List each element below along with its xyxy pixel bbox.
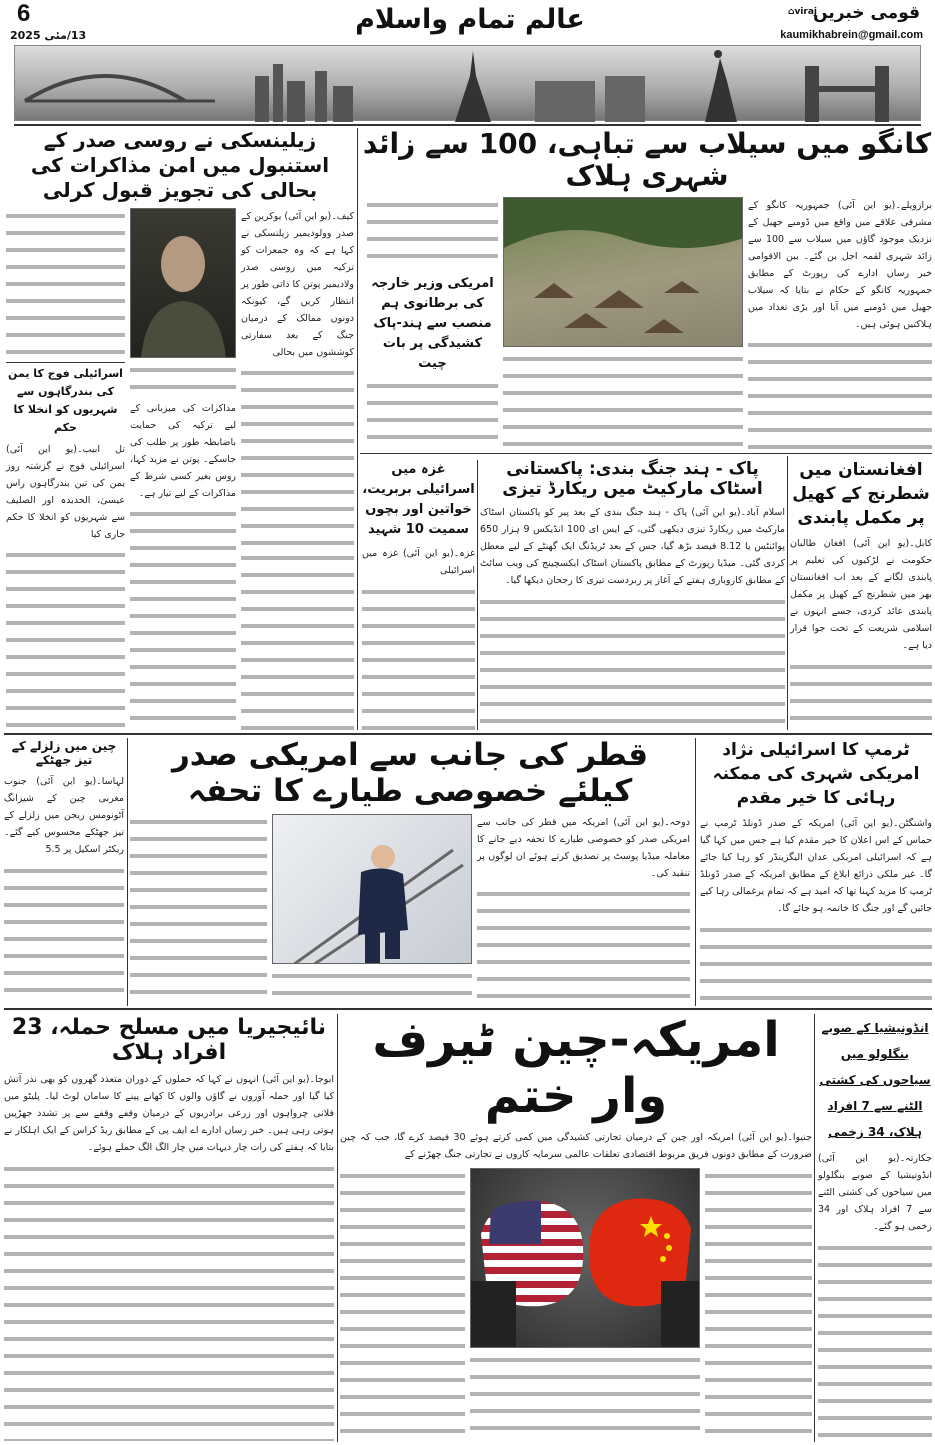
indonesia-story	[818, 1015, 932, 1441]
congo-flood-photo	[503, 197, 743, 347]
congo-headline: کانگو میں سیلاب سے تباہی، 100 سے زائد شہری ہلاک	[362, 127, 932, 193]
qatar-story	[130, 738, 690, 1005]
us-china-story	[340, 1012, 812, 1441]
congo-text	[748, 337, 932, 450]
israel-yemen-lead: تل ابیب۔(یو این آئی) اسرائیلی فوج نے گزشتہ روز یمن کی تین بندرگاہوں راس عیسیٰ، الحدیدہ اور الصلیف سے شہریوں کو انخلا کا حکم جاری کیا	[6, 444, 125, 540]
china-quake-lead: لہاسا۔(یو این آئی) جنوب مغربی چین کے شیزانگ آٹونومس ریجن میں زلزلے کے تیز جھٹکے محسوس کیے گئے۔ ریکٹر اسکیل پر 5.5	[4, 775, 124, 855]
qatar-headline: قطر کی جانب سے امریکی صدر کیلئے خصوصی طیارے کا تحفہ	[171, 737, 649, 809]
indonesia-headline: انڈونیشیا کے صوبے بنگلولو میں سیاحوں کی کشتی الٹنے سے 7 افراد ہلاک، 34 زخمی	[819, 1021, 931, 1139]
us-uk-headline: امریکی وزیر خارجہ کی برطانوی ہم منصب سے ہند-پاک کشیدگی پر بات چیت	[371, 275, 494, 371]
zelensky-text-3	[6, 208, 125, 358]
gaza-headline: غزہ میں اسرائیلی بربریت، خواتین اور بچوں سمیت 10 شہید	[362, 462, 475, 537]
zelensky-headline: زیلینسکی نے روسی صدر کے استنبول میں امن مذاکرات کی بحالی کی تجویز قبول کرلی	[30, 128, 330, 202]
section-title: عالم تمام واسلام	[355, 4, 585, 35]
indonesia-lead: جکارتہ۔(یو این آئی) انڈونیشیا کے صوبے بنگلولو میں سیاحوں کی کشتی الٹنے سے 7 افراد ہلاک اور 34 زخمی ہو گئے۔	[818, 1153, 932, 1232]
logo-mark: ⌂viraj	[787, 7, 817, 17]
afghanistan-text	[790, 659, 932, 730]
us-china-text-3	[470, 1352, 700, 1441]
nigeria-text	[4, 1161, 334, 1441]
gaza-lead: غزہ۔(یو این آئی) غزہ میں اسرائیلی	[362, 548, 475, 576]
pakistan-stock-headline: پاک - ہند جنگ بندی: پاکستانی اسٹاک مارکیٹ میں ریکارڈ تیزی	[502, 459, 763, 499]
china-quake-headline: چین میں زلزلے کے تیز جھٹکے	[11, 739, 117, 767]
us-china-text-2	[340, 1168, 465, 1441]
qatar-lead: دوحہ۔(یو این آئی) امریکہ میں قطر کی جانب سے امریکی صدر کو خصوصی طیارے کا تحفہ دیے جانے کا معاملہ میڈیا پوسٹ پر تصدیق کرتے ہوئے ان لوگوں پر تنقید کی۔	[477, 817, 690, 880]
china-quake-text	[4, 863, 124, 1005]
afghanistan-headline: افغانستان میں شطرنج کے کھیل پر مکمل پابندی	[792, 460, 930, 528]
israel-yemen-text	[6, 547, 125, 730]
congo-story	[362, 128, 932, 450]
trump-release-story	[700, 738, 932, 1005]
zelensky-quote: مذاکرات کی میزبانی کے لیے ترکیہ کی حمایت باضابطہ طور پر طلب کی جاسکے۔ پوتن نے مزید کہا، روس بغیر کسی شرط کے مذاکرات کے لیے تیار ہے۔	[130, 403, 236, 499]
gaza-text	[362, 584, 475, 730]
divider	[4, 733, 932, 735]
us-china-boxing-gloves-photo	[470, 1168, 700, 1348]
congo-text-2	[503, 351, 743, 450]
column-divider	[127, 738, 128, 1006]
skyline-banner	[14, 45, 921, 121]
us-china-headline: امریکہ-چین ٹیرف وار ختم	[372, 1012, 780, 1124]
column-divider	[814, 1014, 815, 1442]
zelensky-lead: کیف۔(یو این آئی) یوکرین کے صدر وولودیمیر زیلنسکی نے کہا ہے کہ وہ جمعرات کو ترکیہ میں روسی صدر ولادیمیر پوتن کا ذاتی طور پر انتظار کریں گے، کیونکہ دونوں ممالک کے درمیان جنگ کے بعد سفارتی کوششوں میں بحالی	[241, 211, 354, 358]
congo-text-3	[367, 197, 498, 269]
trump-plane-photo	[272, 814, 472, 964]
pakistan-stock-story	[480, 460, 785, 730]
page-number: 6	[17, 0, 31, 27]
us-uk-text	[367, 378, 498, 450]
masthead	[0, 0, 935, 44]
afghanistan-story	[790, 458, 932, 730]
afghanistan-lead: کابل۔(یو این آئی) افغان طالبان حکومت نے لڑکیوں کی تعلیم پر پابندی لگانے کے بعد اب افغانستان بھر میں شطرنج کے کھیل پر مکمل پابندی عائد کردی، جسے انہوں نے اسلامی شریعت کے تحت جوا قرار دیا ہے۔	[790, 538, 932, 651]
china-quake-story	[4, 740, 124, 1005]
zelensky-text-4	[130, 506, 236, 730]
qatar-text	[477, 886, 690, 1005]
zelensky-photo	[130, 208, 236, 358]
divider	[4, 1008, 932, 1010]
newspaper-logo: قومی خبریں	[813, 3, 920, 23]
email: kaumikhabrein@gmail.com	[780, 29, 923, 41]
column-divider	[357, 128, 358, 730]
column-divider	[337, 1014, 338, 1442]
qatar-text-3	[272, 968, 472, 1005]
trump-release-lead: واشنگٹن۔(یو این آئی) امریکہ کے صدر ڈونلڈ ٹرمپ نے حماس کے اس اعلان کا خیر مقدم کیا ہے جس میں کہا گیا ہے کہ اسرائیلی امریکی عدان الیگزینڈر کو رہا کیا جائے گا۔ غیر ملکی ذرائع ابلاغ کے مطابق امریکہ کے صدر ڈونلڈ ٹرمپ کا مزید کہنا تھا کہ امید ہے کہ تمام یرغمالی رہا کیے جائیں گے اور جنگ کا خاتمہ ہو جائے گا۔	[700, 818, 932, 914]
us-china-lead: جنیوا۔(یو این آئی) امریکہ اور چین کے درمیان تجارتی کشیدگی میں کمی کرتے ہوئے 30 فیصد کرے گا، جب کہ چین ضرورت کے مطابق دونوں فریق مربوط اقتصادی تعلقات عالمی سرمایہ کاروں نے تجارتی جنگ چھڑنے کے	[340, 1132, 813, 1160]
zelensky-story	[6, 128, 354, 730]
zelensky-text	[241, 365, 354, 546]
israel-yemen-headline: اسرائیلی فوج کا یمن کی بندرگاہوں سے شہریوں کو انخلا کا حکم	[6, 362, 125, 437]
divider	[360, 453, 932, 454]
trump-release-text	[700, 922, 932, 1005]
zelensky-text-2	[130, 362, 236, 396]
nigeria-headline: نائیجیریا میں مسلح حملہ، 23 افراد ہلاک	[11, 1015, 327, 1066]
world-landmarks-image	[15, 46, 922, 122]
pakistan-stock-lead: اسلام آباد۔(یو این آئی) پاک - ہند جنگ بندی کے بعد پیر کو پاکستان اسٹاک مارکیٹ میں ریکارڈ تیزی دیکھی گئی، کے ایس ای 100 انڈیکس 9 ہزار 650 پوائنٹس یا 8.12 فیصد بڑھ گیا، جس کے بعد ٹریڈنگ ایک گھنٹے کے لیے معطل کردی گئی۔ میڈیا رپورٹ کے مطابق پاکستان اسٹاک ایکسچینج کی ویب سائٹ کے مطابق کاروباری ہفتے کے آغاز پر زبردست تیزی کا رجحان دیکھا گیا۔	[480, 507, 786, 587]
qatar-text-2	[130, 814, 267, 1005]
nigeria-story	[4, 1015, 334, 1441]
congo-lead: برازویلے۔(یو این آئی) جمہوریہ کانگو کے مشرقی علاقے میں واقع میں ڈومبے جھیل کے نزدیک موجود گاؤں میں سیلاب سے 100 سے زائد شہری لقمہ اجل بن گئے۔ بین الاقوامی خبر رساں ادارے کی رپورٹ کے مطابق جمہوریہ کانگو کے حکام نے بتایا کہ سیلاب جھیل میں ڈومبے میں آیا اور بڑی تعداد میں ہلاکتیں ہوئی ہیں۔	[748, 200, 932, 331]
divider	[14, 124, 921, 126]
date: 13/مئی 2025	[10, 29, 87, 42]
column-divider	[477, 460, 478, 730]
trump-release-headline: ٹرمپ کا اسرائیلی نژاد امریکی شہری کی ممکنہ رہائی کا خیر مقدم	[712, 740, 920, 808]
column-divider	[695, 738, 696, 1006]
column-divider	[787, 456, 788, 730]
us-china-text	[705, 1168, 812, 1441]
pakistan-stock-text	[480, 594, 785, 730]
gaza-story	[362, 460, 475, 730]
zelensky-continued	[241, 550, 354, 731]
nigeria-lead: ابوجا۔(یو این آئی) انہوں نے کہا کہ حملوں کے دوران متعدد گھروں کو بھی نذر آتش کیا گیا اور حملہ آوروں نے گاؤں والوں کا کھانے پینے کا سامان لوٹ لیا۔ پلیٹو میں فلانی چرواہوں اور زرعی برادریوں کے درمیان وقفے وقفے سے پر تشدد جھڑپیں ہوتی رہی ہیں۔ خبر رساں ادارے اے ایف پی کے مطابق ریڈ کراس کے ایک اہلکار نے بتایا کہ ہفتے کی رات چار دیہات میں چار الگ الگ حملے ہوئے۔	[4, 1073, 334, 1153]
indonesia-text	[818, 1240, 932, 1441]
